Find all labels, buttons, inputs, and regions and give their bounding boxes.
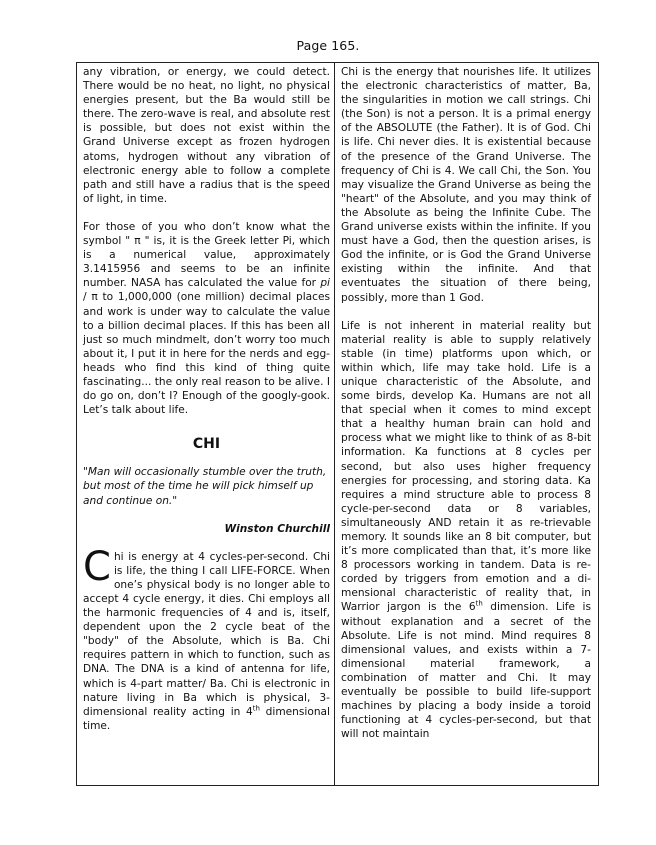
epigraph-quote: "Man will occasionally stumble over the truth, but most of the time he will pick himself up and continue on." [83, 466, 327, 507]
paragraph-chi-energy [83, 543, 330, 733]
page-number: Page 165. [296, 38, 360, 53]
paragraph-zero-wave: any vibration, or energy, we could detect. There would be no heat, no light, no physical energies present, but the Ba would still be there. The zero-wave is real, and absolute rest is possible, but does not exist within the Grand Universe except as frozen hydrogen atoms, hydrogen without any vibration of electronic energy able to follow a complete path and still have a radius that is the speed of light, in time. [83, 66, 331, 205]
column-divider [334, 63, 335, 785]
quote-attribution: Winston Churchill [224, 522, 330, 535]
drop-cap: C [83, 543, 111, 590]
superscript-th: th [252, 704, 260, 713]
pi-italic: pi [320, 277, 330, 290]
section-heading-chi: CHI [192, 436, 221, 453]
life-text-a: Life is not inherent in material reality but material reality is able to supply relatively stable (in time) platforms upon which, or within which, life may take hold. Life is a unique characteristic of the Absolute, and some birds, develop Ka. Humans are not all that special when it comes to mind except that a healthy human brain can hold and process what we might like to think of as 8-bit information. Ka functions at 8 cycles per second, but also uses higher frequency energies for processing, and storing data. Ka requires a mind structure able to process 8 cycle-per-second data or 8 variables, simultaneously AND retain it as re-trievable memory. It sounds like an 8 bit computer, but it’s more complicated than that, it’s more like 8 processors working in tandem. Data is recorded by triggers from emotion and a dimensional characteristic of reality that, in Warrior jargon is the 6 [341, 319, 591, 614]
chi-text-b: dimensional time. [83, 705, 330, 732]
superscript-th: th [475, 599, 483, 608]
paragraph-pi [83, 220, 330, 417]
pi-text-b: / π to 1,000,000 (one million) decimal places and work is under way to calculate the value to a billion decimal places. If this has been all just so much mindmelt, don’t worry too much about it, I put it in here for the nerds and egg-heads who find this kind of thing quite fascinating... the only real reason to be alive. I do go on, don’t I? Enough of the googly-gook. Let’s talk about life. [83, 291, 330, 417]
left-column [83, 65, 330, 747]
life-text-b: dimension. Life is without explanation and a secret of the Absolute. Life is not mind. Mind requires 8 dimensional values, and exists within a 7-dimensional material framework, a combination of matter and Chi. It may eventually be possible to build life-support machines by placing a body inside a toroid functioning at 4 cycles-per-second, but that will not maintain [341, 601, 591, 741]
pi-text-a: For those of you who don’t know what the symbol " π " is, it is the Greek letter Pi, which is a numerical value, approximately 3.1415956 and seems to be an infinite number. NASA has calculated the value for [83, 220, 330, 290]
two-column-text-frame [76, 62, 599, 786]
paragraph-life-material-reality [341, 319, 591, 742]
right-column [341, 65, 591, 755]
paragraph-chi-nourishes: Chi is the energy that nourishes life. It utilizes the electronic characteristics of matter, Ba, the singularities in motion we call strings. Chi (the Son) is not a person. It is a primal energy of the ABSOLUTE (the Father). It is of God. Chi is life. Chi never dies. It is existential because of the presence of the Grand Universe. The frequency of Chi is 4. We call Chi, the Son. You may visualize the Grand Universe as being the "heart" of the Absolute, and you may think of the Absolute as being the Infinite Cube. The Grand universe exists within the infinite. If you must have a God, then the question arises, is God the infinite, or is God the Grand Universe existing within the infinite. And that eventuates the situation of there being, possibly, more than 1 God. [341, 66, 591, 304]
chi-text-a: hi is energy at 4 cycles-per-second. Chi is life, the thing I call LIFE-FORCE. When one’s physical body is no longer able to accept 4 cycle energy, it dies. Chi employs all the harmonic frequencies of 4 and is, itself, dependent upon the 2 cycle beat of the "body" of the Absolute, which is Ba. Chi requires pattern in which to function, such as DNA. The DNA is a kind of antenna for life, which is 4-part matter/ Ba. Chi is electronic in nature living in Ba which is physical, 3-dimensional reality acting in 4 [83, 550, 330, 718]
